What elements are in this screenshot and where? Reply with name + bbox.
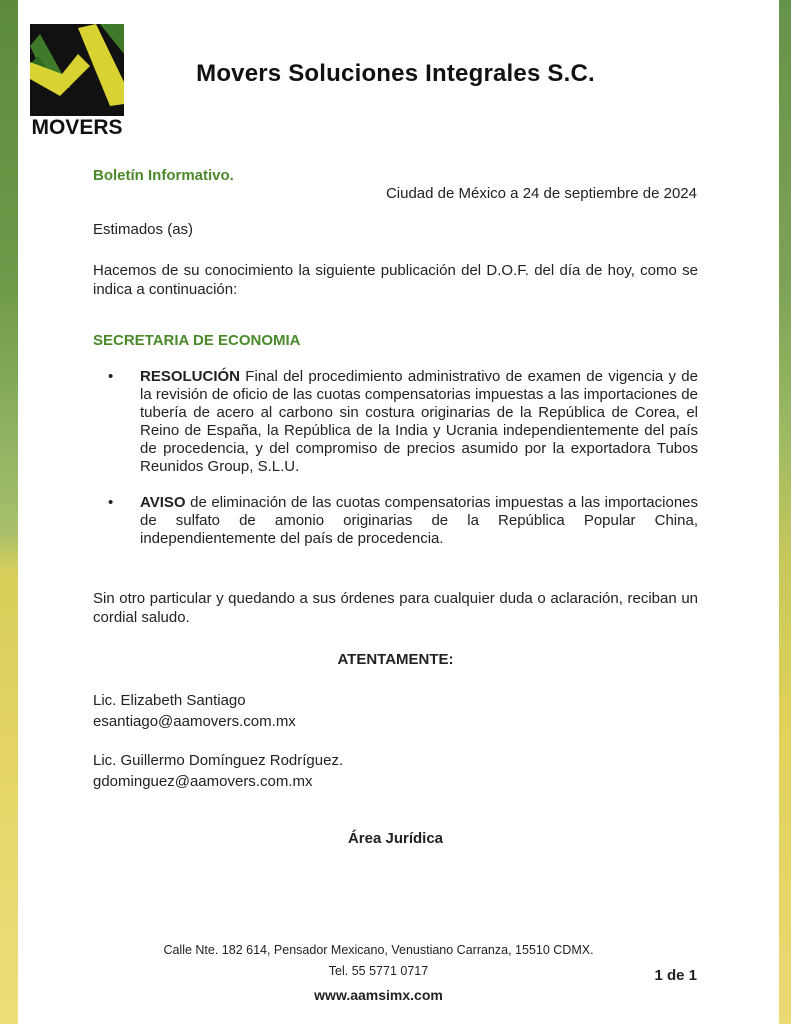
contact-block-1 — [93, 690, 296, 732]
right-decorative-stripe — [779, 0, 791, 1024]
closing-paragraph: Sin otro particular y quedando a sus órdenes para cualquier duda o aclaración, reciban un cordial saludo. — [93, 590, 698, 626]
list-item-text: de eliminación de las cuotas compensatorias impuestas a las importaciones de sulfato de amonio originarias de la República Popular China, independientemente del país de procedencia. — [140, 494, 698, 547]
list-item-bold: AVISO — [140, 494, 186, 511]
footer-website[interactable]: www.aamsimx.com — [314, 987, 443, 1003]
footer-address: Calle Nte. 182 614, Pensador Mexicano, Venustiano Carranza, 15510 CDMX. — [163, 943, 594, 957]
left-decorative-stripe — [0, 0, 18, 1024]
list-item-resolucion — [140, 368, 698, 476]
contact-name: Lic. Guillermo Domínguez Rodríguez. — [93, 752, 344, 769]
contact-block-2 — [93, 750, 343, 792]
date-line: Ciudad de México a 24 de septiembre de 2024 — [385, 185, 697, 202]
contact-email[interactable]: gdominguez@aamovers.com.mx — [93, 773, 313, 790]
logo-wordmark: MOVERS — [31, 116, 123, 136]
list-item-aviso — [140, 494, 698, 548]
bullet-dot: • — [108, 368, 114, 385]
company-name: Movers Soluciones Integrales S.C. — [196, 60, 595, 87]
department: Área Jurídica — [347, 830, 444, 847]
contact-email[interactable]: esantiago@aamovers.com.mx — [93, 713, 296, 730]
bullet-dot: • — [108, 494, 114, 511]
footer-phone: Tel. 55 5771 0717 — [328, 964, 429, 978]
list-item-bold: RESOLUCIÓN — [140, 368, 241, 385]
page-number: 1 de 1 — [654, 967, 697, 984]
sign-off: ATENTAMENTE: — [337, 651, 454, 668]
greeting: Estimados (as) — [93, 221, 194, 238]
list-item-text: Final del procedimiento administrativo de examen de vigencia y de la revisión de oficio de las cuotas compensatorias impuestas a las importaciones de tubería de acero al carbono sin costura originarias de la República de Corea, el Reino de España, la República de la India y Ucrania independientemente del país de procedencia, y del compromiso de precios asumido por la exportadora Tubos Reunidos Group, S.L.U. — [140, 368, 698, 475]
intro-paragraph: Hacemos de su conocimiento la siguiente publicación del D.O.F. del día de hoy, como se indica a continuación: — [93, 262, 698, 298]
contact-name: Lic. Elizabeth Santiago — [93, 692, 246, 709]
section-title: SECRETARIA DE ECONOMIA — [93, 332, 301, 349]
bulletin-title: Boletín Informativo. — [93, 167, 234, 184]
